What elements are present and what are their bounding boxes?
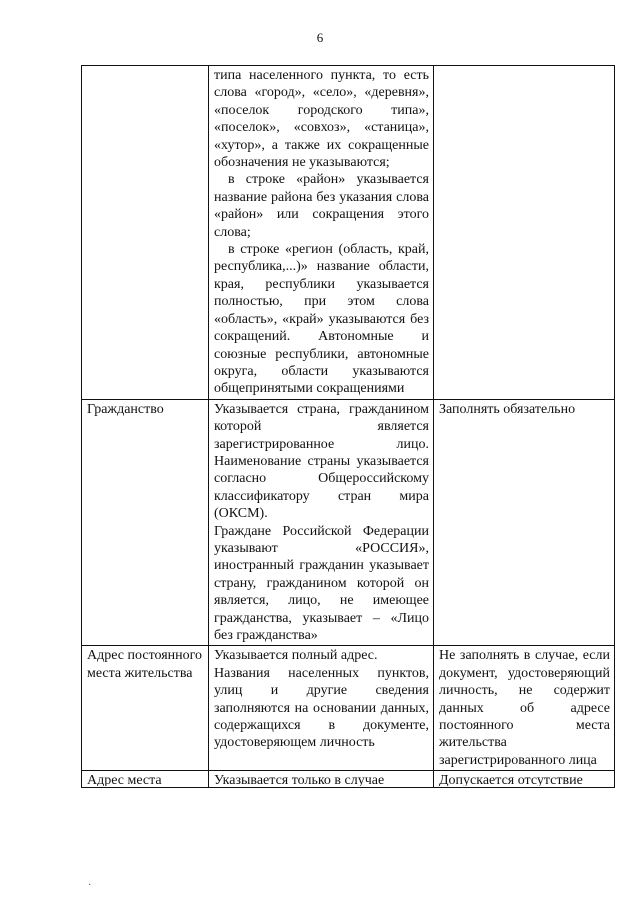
description-paragraph: в строке «регион (область, край, республика,...)» название области, края, республики указывается полностью, при этом слова «область», «край» указываются без сокращений. Автономные и союзные республики, автономные округа, области указываются общепринятыми сокращениями: [214, 242, 429, 397]
table-row-citizenship: [82, 399, 615, 646]
field-description-cell: [209, 66, 434, 400]
description-paragraph: Указывается страна, гражданином которой является зарегистрированное лицо. Наименование страны указывается согласно Общероссийскому классификатору стран мира (ОКСМ).: [214, 401, 429, 522]
field-name-cell: [82, 771, 209, 788]
field-name-cell: [82, 399, 209, 646]
table-row-permanent-address: [82, 646, 615, 771]
table-row-address-cut: [82, 771, 615, 788]
field-description-cell: [209, 399, 434, 646]
field-note-cell: [434, 399, 615, 646]
description-paragraph: Указывается только в случае: [214, 773, 385, 787]
field-name: Адрес постоянного места жительства: [87, 648, 203, 681]
field-note: Заполнять обязательно: [439, 401, 576, 417]
table-row-settlement-continuation: [82, 66, 615, 400]
field-description-cell: [209, 771, 434, 788]
description-paragraph: типа населенного пункта, то есть слова «город», «село», «деревня», «поселок городского типа», «поселок», «совхоз», «станица», «хутор», а также их сокращенные обозначения не указываются;: [214, 68, 429, 171]
description-paragraph: Указывается полный адрес.: [214, 648, 378, 664]
field-note-cell: [434, 66, 615, 400]
field-name: Гражданство: [87, 401, 164, 417]
field-note-cell: [434, 646, 615, 771]
scan-speck: ·: [88, 880, 92, 891]
description-paragraph: Названия населенных пунктов, улиц и другие сведения заполняются на основании данных, содержащихся в документе, удостоверяющем личность: [214, 665, 429, 751]
field-note-cell: [434, 771, 615, 788]
description-paragraph: Граждане Российской Федерации указывают «РОССИЯ», иностранный гражданин указывает страну, гражданином которой он является, лицо, не имеющее гражданства, указывает – «Лицо без гражданства»: [214, 523, 429, 643]
field-name: Адрес места: [87, 773, 162, 787]
field-name-cell: [82, 646, 209, 771]
field-note: Допускается отсутствие: [439, 773, 583, 787]
page-number: 6: [316, 30, 324, 45]
description-paragraph: в строке «район» указывается название района без указания слова «район» или сокращения этого слова;: [214, 172, 429, 240]
document-table: [81, 65, 615, 788]
field-description-cell: [209, 646, 434, 771]
field-name-cell: [82, 66, 209, 400]
field-note: Не заполнять в случае, если документ, удостоверяющий личность, не содержит данных об адресе постоянного места жительства зарегистрированного лица: [439, 648, 610, 768]
